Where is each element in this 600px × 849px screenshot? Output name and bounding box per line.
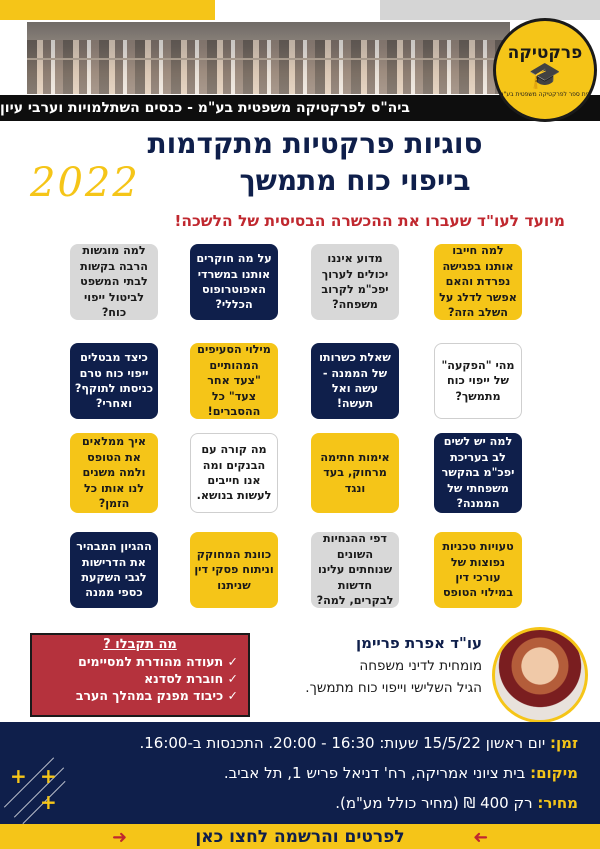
topic-card: ההגיון המבהיר את הדרישות לגבי השקעת כספי ממנה [70, 532, 158, 608]
place-label: מיקום: [530, 764, 578, 782]
price-label: מחיר: [537, 794, 578, 812]
topic-card: אימות חתימה מרחוק, בעד ונגד [311, 433, 399, 513]
topic-card: איך ממלאים את הטופס ולמה משנים לנו אותו כל הזמן? [70, 433, 158, 513]
title-line-1: סוגיות פרקטיות מתקדמות [147, 127, 483, 160]
speaker-title: מומחית לדיני משפחה [359, 658, 482, 674]
topic-card: על מה חוקרים אותנו במשרדי האפוטרופוס הכללי? [190, 244, 278, 320]
check-icon: ✓ [223, 688, 238, 703]
time-value: יום ראשון 15/5/22 שעות: 16:30 - 20:00. התכנסות ב-16:00. [139, 734, 546, 752]
price-value: רק 400 ₪ (מחיר כולל מע"מ). [335, 794, 533, 812]
logo [493, 18, 597, 122]
corner-decoration [380, 0, 600, 20]
check-icon: ✓ [223, 654, 238, 669]
registration-link[interactable] [0, 824, 600, 849]
time-row [139, 734, 578, 752]
plus-icon: + [10, 764, 27, 788]
topic-card: למה חייבו אותנו בפגישה נפרדת והאם אפשר לדלג על השלב הזה? [434, 244, 522, 320]
benefits-heading: מה תקבלו ? [103, 637, 177, 652]
topic-card: מדוע איננו יכולים לערוך יפכ"מ לקרוב משפחה? [311, 244, 399, 320]
title-line-2: בייפוי כוח מתמשך [239, 164, 471, 197]
topic-card: מהי "הפקעה" של ייפוי כוח מתמשך? [434, 343, 522, 419]
arrow-right-icon: ➜ [112, 827, 128, 848]
top-strip-text: ביה"ס לפרקטיקה משפטית בע"מ - כנסים השתלמויות וערבי עיון [0, 100, 410, 116]
check-icon: ✓ [223, 671, 238, 686]
topic-card: טעויות טכניות נפוצות של עורכי דין במילוי הטופס [434, 532, 522, 608]
place-row [224, 764, 578, 782]
benefits-box [30, 633, 250, 717]
benefit-item: ✓ תעודה מהודרת למסיימים [78, 654, 238, 669]
time-label: זמן: [549, 734, 578, 752]
year: 2022 [30, 160, 140, 206]
topic-card: למה מוגשות הרבה בקשות לבתי המשפט לביטול ייפוי כוח? [70, 244, 158, 320]
place-value: בית ציוני אמריקה, רח' דניאל פריש 1, תל אביב. [223, 764, 526, 782]
price-row [335, 794, 578, 812]
speaker-specialty: הגיל השלישי וייפוי כוח מתמשך. [305, 680, 482, 696]
topic-card: שאלת כשרותו של הממנה - עשה ואל תעשה! [311, 343, 399, 419]
topic-card: דפי ההנחיות השונים שנוחתים עלינו חדשות לבקרים, למה? [311, 532, 399, 608]
arrow-left-icon: ➜ [472, 827, 488, 848]
event-details [0, 722, 600, 824]
topic-card: למה יש לשים לב בעריכת יפכ"מ בהקשר משפחתי של הממנה? [434, 433, 522, 513]
topic-card: מילוי הסעיפים המהותיים "צעד אחר צעד" כל ההסברים! [190, 343, 278, 419]
speaker-name: עו"ד אפרת פריימן [355, 634, 482, 652]
topic-card: כיצד מבטלים ייפוי כוח טרם כניסתו לתוקף? ואחרי? [70, 343, 158, 419]
subtitle: מיועד לעו"ד שעברו את ההכשרה הבסיסית של הלשכה! [174, 212, 565, 230]
plus-icon: + [40, 790, 57, 814]
speaker-photo [492, 627, 588, 723]
benefit-item: ✓ כיבוד מפנק במהלך הערב [75, 688, 238, 703]
plus-icon: + [40, 764, 57, 788]
benefit-item: ✓ חוברת לסדנא [144, 671, 238, 686]
topic-card: כוונת המחוקק וניתוח פסקי דין שניתנו [190, 532, 278, 608]
logo-subtext: בית ספר לפרקטיקה משפטית בע"מ [499, 90, 591, 98]
logo-text: פרקטיקה [507, 42, 583, 63]
audience-photo [27, 22, 510, 94]
graduation-cap-icon: 🎓 [528, 60, 562, 91]
registration-label[interactable]: לפרטים והרשמה לחצו כאן [195, 826, 405, 847]
corner-decoration [0, 0, 215, 20]
topic-card: מה קורה עם הבנקים ומה אנו חייבים לעשות בנושא. [190, 433, 278, 513]
